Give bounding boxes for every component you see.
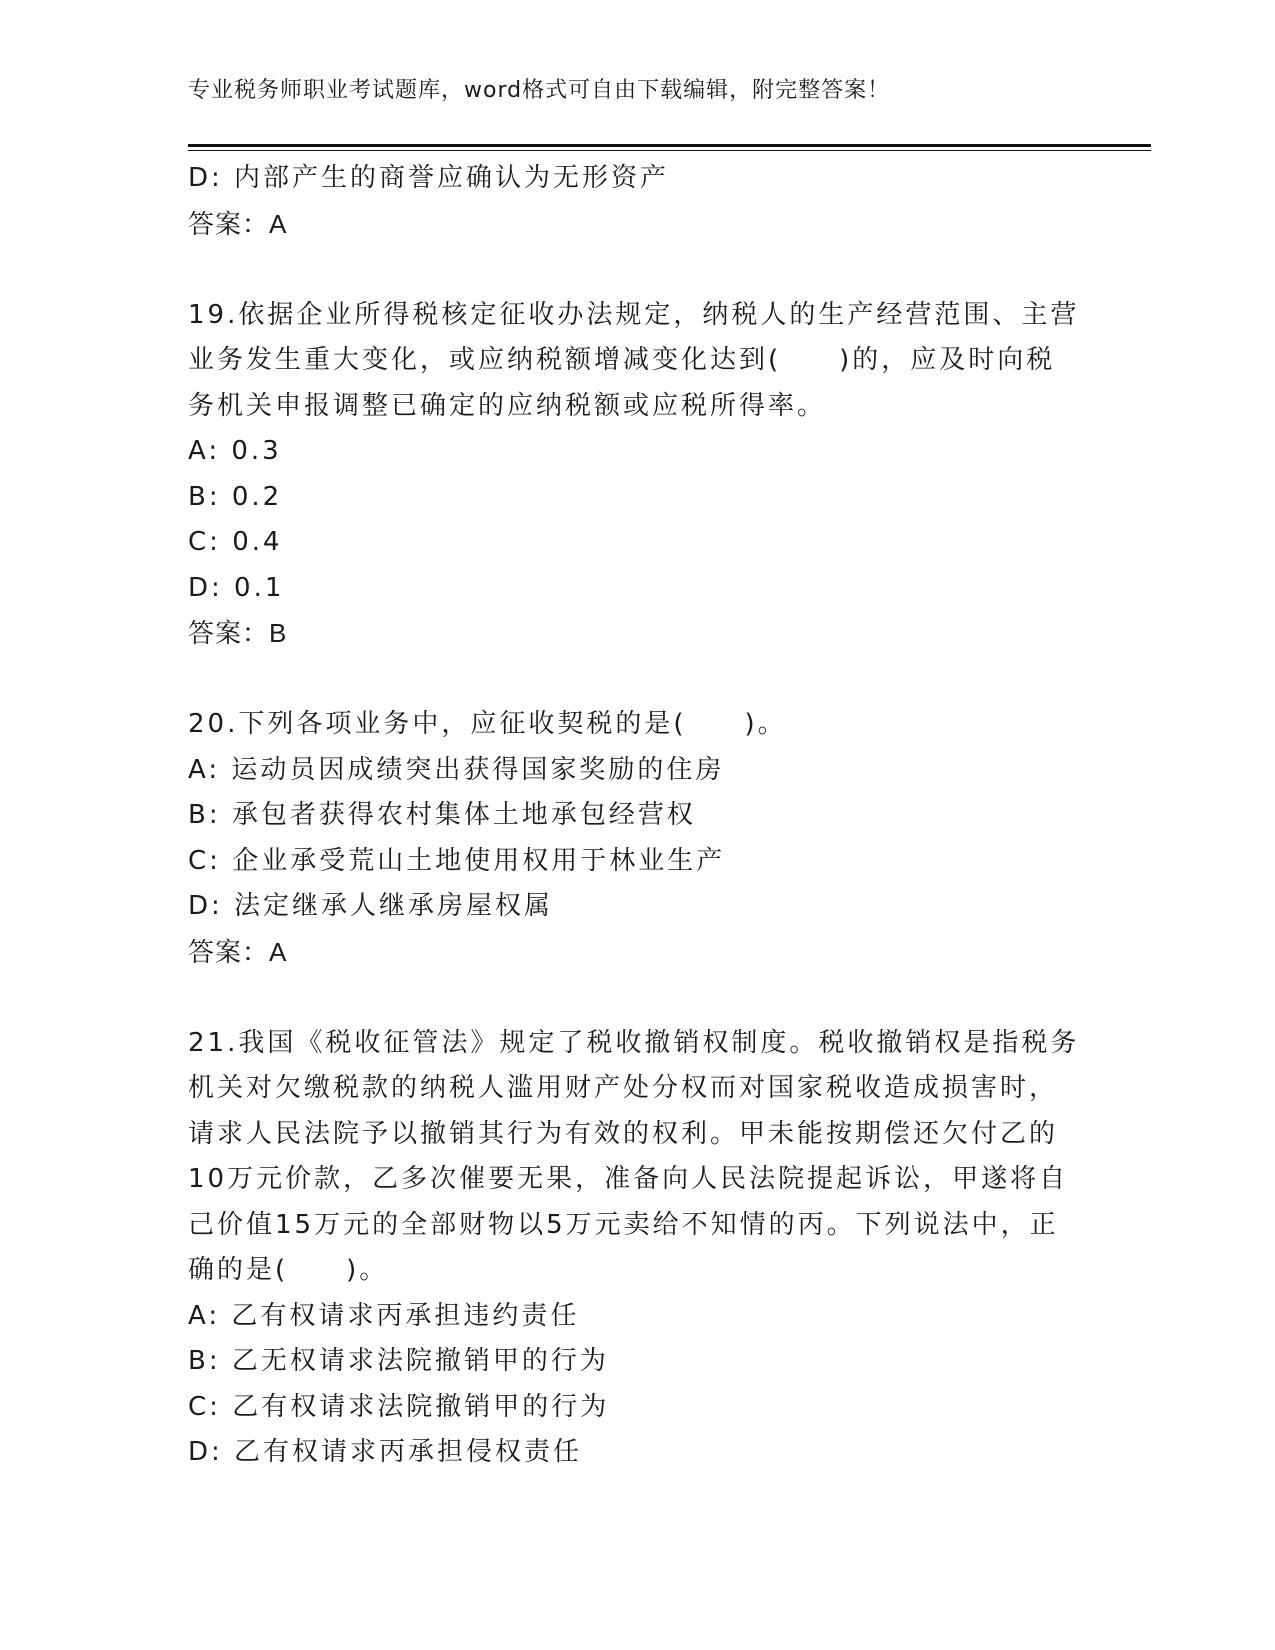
spacer [188, 247, 1088, 293]
question-stem-line: 10万元价款，乙多次催要无果，准备向人民法院提起诉讼，甲遂将自 [188, 1164, 1069, 1194]
option-line [188, 520, 1088, 566]
header-rule-thin [188, 150, 1151, 151]
option-label: D: [188, 572, 223, 603]
answer-line: 答案：A [188, 936, 288, 967]
option-line [188, 1339, 1088, 1385]
option-label: A: [188, 754, 221, 785]
option-text: 运动员因成绩突出获得国家奖励的住房 [231, 754, 725, 785]
question-stem-line: 己价值15万元的全部财物以5万元卖给不知情的丙。下列说法中，正 [188, 1209, 1059, 1240]
option-line [188, 1294, 1088, 1340]
spacer [188, 657, 1088, 703]
question-stem-line [188, 702, 1088, 748]
option-text: 乙有权请求法院撤销甲的行为 [232, 1391, 610, 1422]
option-label: A: [188, 436, 221, 466]
option-text: 乙无权请求法院撤销甲的行为 [231, 1346, 609, 1376]
option-text: 企业承受荒山土地使用权用于林业生产 [232, 845, 726, 876]
option-label: A: [188, 1300, 221, 1331]
option-label: D: [188, 1437, 223, 1467]
option-line [188, 566, 1088, 612]
answer-line: 答案：A [188, 208, 288, 239]
question-number: 19. [188, 299, 239, 330]
option-line [188, 1385, 1088, 1431]
option-line [188, 1430, 1088, 1476]
stem-text: 依据企业所得税核定征收办法规定，纳税人的生产经营范围、主营 [238, 299, 1080, 330]
option-line [188, 156, 1088, 202]
option-label: D: [188, 891, 223, 921]
option-label: B: [188, 481, 221, 512]
question-number: 21. [188, 1027, 239, 1058]
option-line [188, 793, 1088, 839]
answer-line: 答案：B [188, 618, 288, 648]
option-text: 乙有权请求丙承担侵权责任 [234, 1437, 583, 1467]
option-text: 0.4 [232, 527, 283, 557]
option-label: C: [188, 527, 221, 557]
question-stem-line [188, 1021, 1088, 1067]
option-text: 0.3 [231, 436, 282, 466]
header-rule-thick [188, 144, 1151, 147]
option-text: 承包者获得农村集体土地承包经营权 [231, 800, 696, 830]
option-label: C: [188, 1391, 221, 1422]
option-line [188, 748, 1088, 794]
question-stem-line [188, 293, 1088, 339]
question-stem-line: 业务发生重大变化，或应纳税额增减变化达到( )的，应及时向税 [188, 345, 1056, 375]
spacer [188, 975, 1088, 1021]
page-header: 专业税务师职业考试题库，word格式可自由下载编辑，附完整答案！ [188, 78, 891, 103]
question-stem-line: 请求人民法院予以撤销其行为有效的权利。甲未能按期偿还欠付乙的 [188, 1118, 1059, 1149]
option-text: 乙有权请求丙承担违约责任 [231, 1300, 580, 1331]
stem-text: 我国《税收征管法》规定了税收撤销权制度。税收撤销权是指税务 [238, 1027, 1080, 1058]
option-line [188, 429, 1088, 475]
question-stem-line: 机关对欠缴税款的纳税人滥用财产处分权而对国家税收造成损害时， [188, 1073, 1059, 1103]
option-label: B: [188, 800, 221, 830]
option-text: 0.1 [234, 572, 285, 603]
question-stem-line: 务机关申报调整已确定的应纳税额或应税所得率。 [188, 390, 827, 421]
option-text: 法定继承人继承房屋权属 [234, 891, 554, 921]
option-label: B: [188, 1346, 221, 1376]
option-text: 0.2 [231, 481, 283, 512]
question-number: 20. [188, 709, 239, 739]
question-content [188, 156, 1088, 1476]
option-line [188, 884, 1088, 930]
option-text: 内部产生的商誉应确认为无形资产 [234, 163, 670, 193]
question-stem-line: 确的是( )。 [188, 1255, 389, 1285]
option-label: C: [188, 845, 221, 876]
option-line [188, 839, 1088, 885]
stem-text: 下列各项业务中，应征收契税的是( )。 [238, 709, 787, 739]
option-label: D: [188, 163, 223, 193]
option-line [188, 475, 1088, 521]
